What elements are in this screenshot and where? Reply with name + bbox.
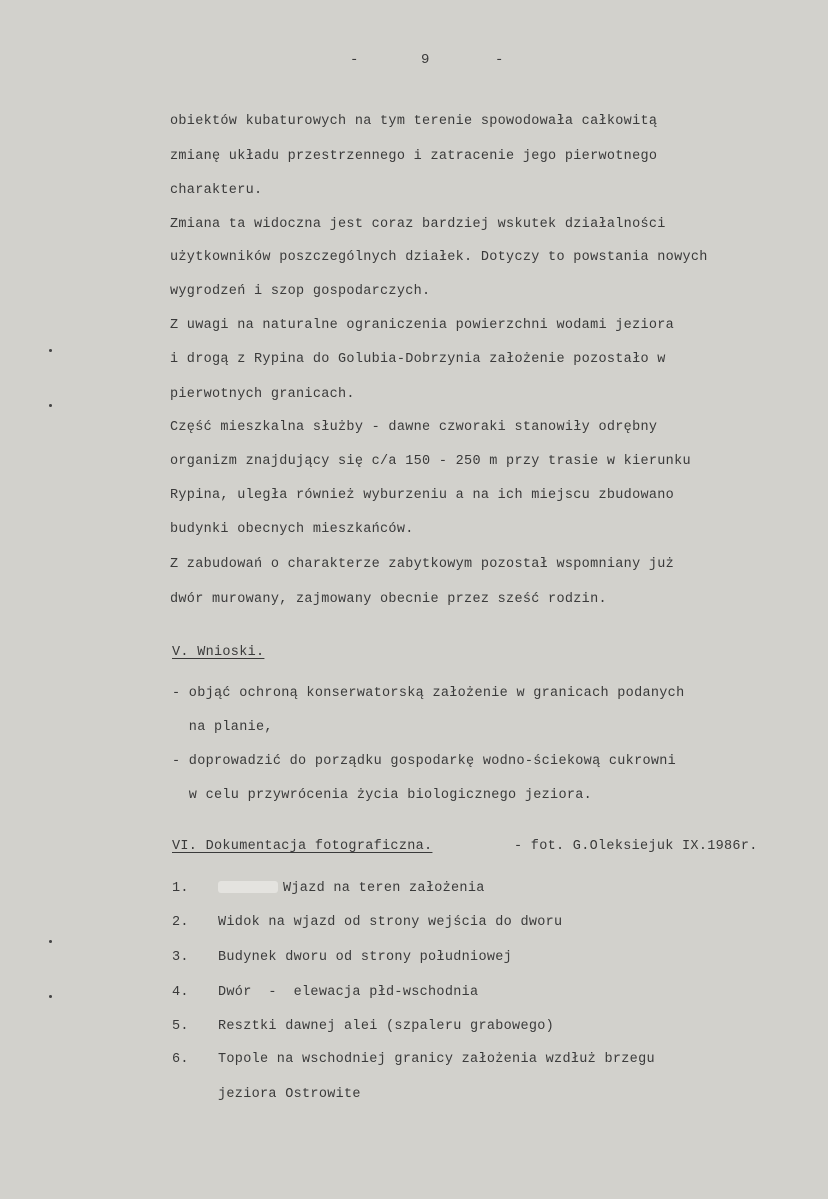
punch-hole-mark [49,995,52,998]
paragraph-line: i drogą z Rypina do Golubia-Dobrzynia założenie pozostało w [170,352,666,367]
conclusion-line: - objąć ochroną konserwatorską założenie w granicach podanych [172,686,685,701]
paragraph-line: Rypina, uległa również wyburzeniu a na ich miejscu zbudowano [170,488,675,503]
page-dash-left: - [350,52,359,68]
paragraph-line: dwór murowany, zajmowany obecnie przez sześć rodzin. [170,592,607,607]
paragraph-line: budynki obecnych mieszkańców. [170,522,414,537]
paragraph-line: użytkowników poszczególnych działek. Dotyczy to powstania nowych [170,250,708,265]
page-dash-right: - [495,52,504,68]
photo-credit: - fot. G.Oleksiejuk IX.1986r. [514,839,758,854]
paragraph-line: organizm znajdujący się c/a 150 - 250 m przy trasie w kierunku [170,454,691,469]
photo-caption: Dwór - elewacja płd-wschodnia [218,985,479,1000]
page-number: 9 [421,52,430,68]
photo-num: 1. [172,881,189,896]
paragraph-line: Z zabudowań o charakterze zabytkowym pozostał wspomniany już [170,557,675,572]
photo-caption: Widok na wjazd od strony wejścia do dworu [218,915,563,930]
punch-hole-mark [49,404,52,407]
photo-num: 2. [172,915,189,930]
paragraph-line: Część mieszkalna służby - dawne czworaki stanowiły odrębny [170,420,658,435]
paragraph-line: wygrodzeń i szop gospodarczych. [170,284,431,299]
conclusion-line: w celu przywrócenia życia biologicznego jeziora. [172,788,593,803]
photo-num: 6. [172,1052,189,1067]
paragraph-line: obiektów kubaturowych na tym terenie spowodowała całkowitą [170,114,658,129]
punch-hole-mark [49,349,52,352]
section-heading-wnioski: V. Wnioski. [172,645,265,660]
photo-caption: Resztki dawnej alei (szpaleru grabowego) [218,1019,555,1034]
photo-num: 4. [172,985,189,1000]
photo-caption: Wjazd na teren założenia [283,881,485,896]
punch-hole-mark [49,940,52,943]
photo-caption-cont: jeziora Ostrowite [218,1087,361,1102]
paragraph-line: Z uwagi na naturalne ograniczenia powierzchni wodami jeziora [170,318,675,333]
paragraph-line: charakteru. [170,183,263,198]
paragraph-line: zmianę układu przestrzennego i zatracenie jego pierwotnego [170,149,658,164]
photo-caption: Topole na wschodniej granicy założenia wzdłuż brzegu [218,1052,655,1067]
photo-num: 3. [172,950,189,965]
conclusion-line: na planie, [172,720,273,735]
redaction-mark [218,881,278,897]
conclusion-line: - doprowadzić do porządku gospodarkę wodno-ściekową cukrowni [172,754,677,769]
photo-num: 5. [172,1019,189,1034]
photo-caption: Budynek dworu od strony południowej [218,950,513,965]
section-heading-dokumentacja: VI. Dokumentacja fotograficzna. [172,839,433,854]
paragraph-line: pierwotnych granicach. [170,387,355,402]
paragraph-line: Zmiana ta widoczna jest coraz bardziej wskutek działalności [170,217,666,232]
